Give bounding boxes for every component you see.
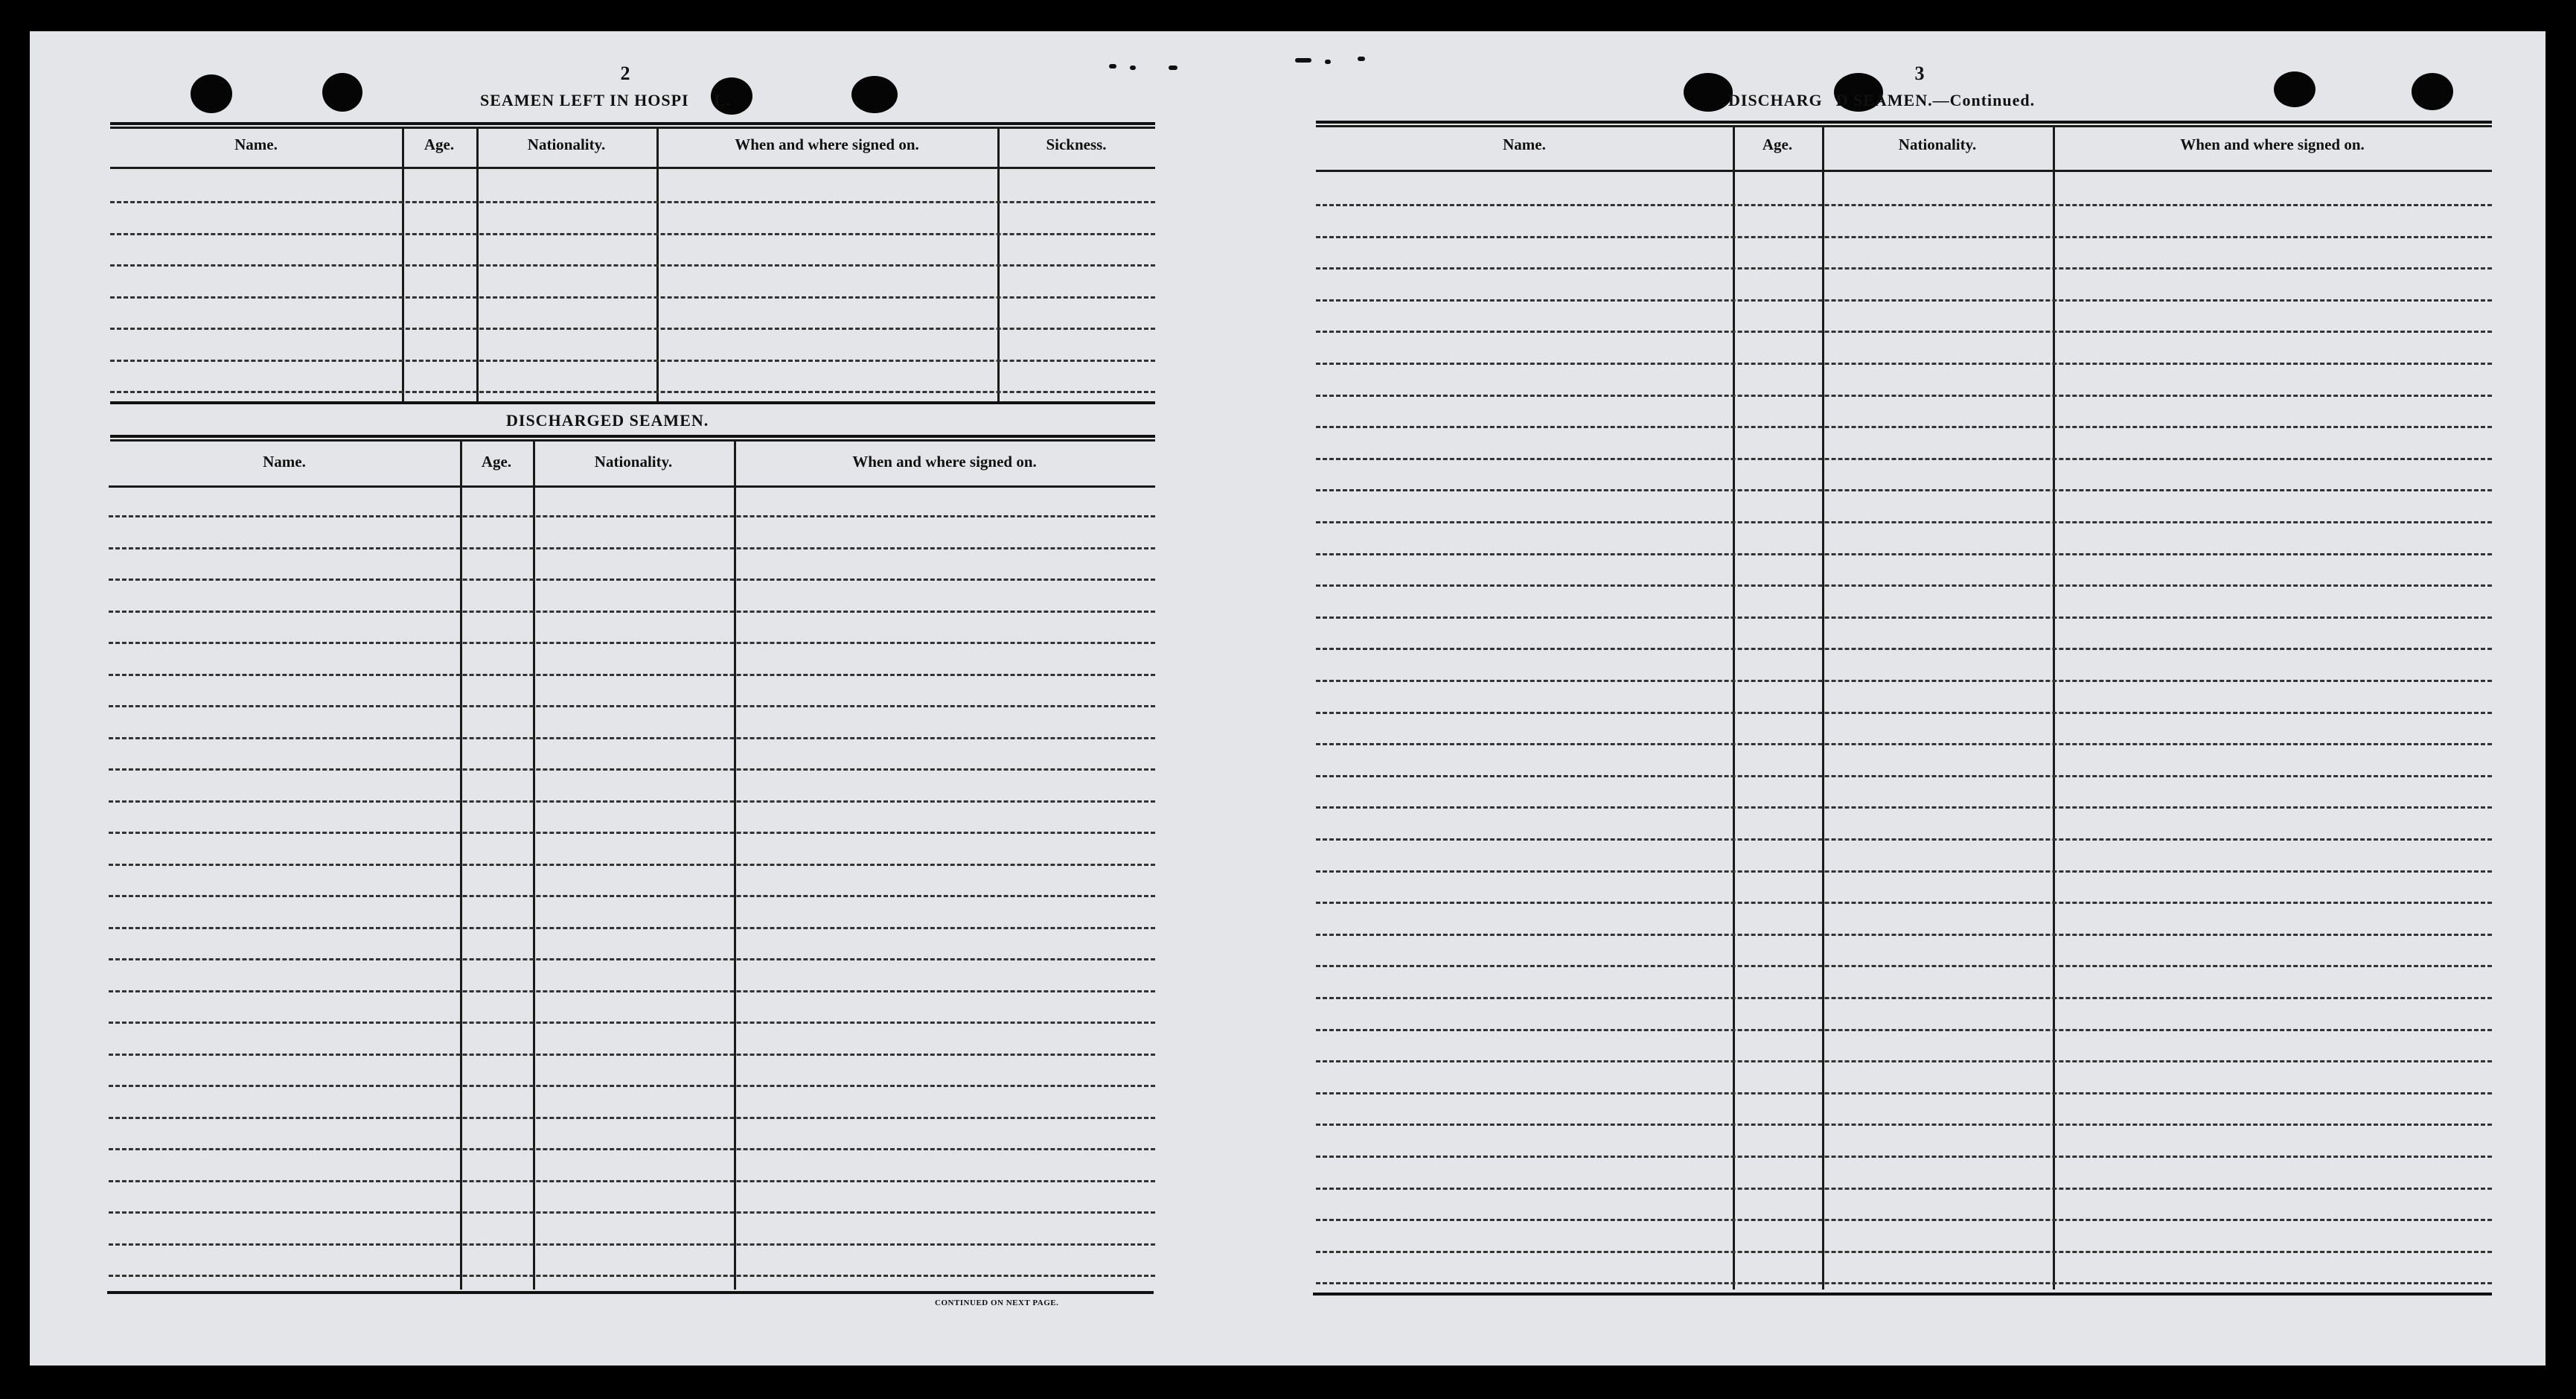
document-sheet [30, 31, 2545, 1365]
ruled-row [1316, 489, 2492, 491]
ruled-row [109, 927, 1155, 929]
title-text: SEAMEN LEFT IN HOSPI [480, 91, 689, 109]
section-title-discharged: DISCHARGED SEAMEN. [506, 411, 709, 430]
ruled-row [109, 768, 1155, 771]
punch-hole [2274, 71, 2315, 107]
column-header-name: Name. [263, 453, 306, 471]
ruled-row [109, 611, 1155, 613]
ruled-row [109, 1211, 1155, 1214]
print-mark [1109, 64, 1116, 68]
ruled-row [1316, 1029, 2492, 1031]
ruled-row [109, 579, 1155, 581]
ruled-row [109, 864, 1155, 866]
print-mark [1325, 60, 1331, 64]
ruled-row [109, 990, 1155, 992]
ruled-row [1316, 806, 2492, 809]
ruled-row [1316, 743, 2492, 745]
ruled-row [1316, 426, 2492, 428]
footer-note: CONTINUED ON NEXT PAGE. [935, 1298, 1059, 1307]
column-header-sickness: Sickness. [1046, 136, 1107, 153]
ruled-row [109, 515, 1155, 517]
header-rule [109, 485, 1155, 488]
ruled-row [110, 264, 1155, 267]
ruled-row [110, 201, 1155, 203]
ruled-row [109, 1148, 1155, 1150]
ruled-row [109, 1054, 1155, 1056]
ruled-row [1316, 712, 2492, 714]
punch-hole [1684, 73, 1733, 112]
ruled-row [110, 391, 1155, 393]
section-title-hospital [480, 91, 731, 110]
ruled-row [1316, 775, 2492, 777]
ruled-row [1316, 1251, 2492, 1253]
ruled-row [1316, 965, 2492, 967]
ruled-row [109, 1117, 1155, 1119]
table-rule [1316, 125, 2492, 127]
print-mark [1358, 57, 1365, 61]
ruled-row [1316, 584, 2492, 587]
ruled-row [1316, 204, 2492, 206]
ruled-row [109, 1180, 1155, 1182]
section-title-discharged-continued [1728, 91, 2035, 110]
ruled-row [109, 642, 1155, 644]
title-text: DISCHARG [1728, 91, 1823, 109]
ruled-row [109, 895, 1155, 897]
column-header-signed-on: When and where signed on. [2180, 136, 2365, 153]
ruled-row [1316, 997, 2492, 999]
table-rule [110, 122, 1155, 125]
table-rule [1316, 121, 2492, 124]
table-rule [110, 439, 1155, 442]
print-mark [1295, 58, 1311, 63]
punch-hole [2412, 73, 2453, 110]
ruled-row [1316, 870, 2492, 873]
column-header-nationality: Nationality. [527, 136, 606, 153]
ruled-row [109, 1275, 1155, 1277]
page-number: 2 [620, 63, 630, 84]
ruled-row [109, 800, 1155, 803]
ruled-row [1316, 363, 2492, 365]
ruled-row [110, 328, 1155, 330]
table-rule [110, 401, 1155, 404]
ruled-row [1316, 236, 2492, 238]
ruled-row [1316, 934, 2492, 936]
punch-hole [191, 74, 232, 113]
ruled-row [109, 1243, 1155, 1246]
column-header-nationality: Nationality. [1898, 136, 1977, 153]
column-header-age: Age. [481, 453, 512, 471]
ruled-row [1316, 648, 2492, 650]
ruled-row [110, 233, 1155, 235]
ruled-row [1316, 299, 2492, 302]
ruled-row [109, 737, 1155, 739]
ruled-row [109, 674, 1155, 676]
ruled-row [110, 360, 1155, 362]
column-header-age: Age. [1762, 136, 1793, 153]
column-header-signed-on: When and where signed on. [735, 136, 919, 153]
ruled-row [1316, 267, 2492, 270]
punch-hole [851, 76, 898, 113]
column-header-nationality: Nationality. [594, 453, 673, 471]
column-header-name: Name. [234, 136, 278, 153]
ruled-row [109, 958, 1155, 960]
print-mark [1169, 66, 1177, 70]
table-rule [107, 1291, 1154, 1294]
ruled-row [1316, 902, 2492, 904]
column-header-age: Age. [424, 136, 455, 153]
ruled-row [109, 547, 1155, 549]
ruled-row [1316, 1092, 2492, 1094]
table-rule [1313, 1293, 2492, 1296]
ruled-row [1316, 1219, 2492, 1221]
ruled-row [1316, 1156, 2492, 1158]
ruled-row [1316, 1282, 2492, 1284]
page-number: 3 [1914, 63, 1925, 84]
ruled-row [1316, 331, 2492, 333]
ruled-row [1316, 521, 2492, 523]
title-text-end: D SEAMEN.—Continued. [1835, 91, 2036, 109]
ruled-row [1316, 553, 2492, 555]
header-rule [1316, 170, 2492, 172]
title-text-tail: L. [714, 91, 731, 109]
ruled-row [109, 832, 1155, 834]
ruled-row [1316, 1188, 2492, 1190]
ruled-row [109, 1022, 1155, 1024]
column-header-signed-on: When and where signed on. [852, 453, 1037, 471]
ruled-row [110, 296, 1155, 299]
ruled-row [1316, 395, 2492, 397]
print-mark [1130, 66, 1136, 70]
column-header-name: Name. [1503, 136, 1546, 153]
ruled-row [1316, 458, 2492, 460]
ruled-row [109, 1085, 1155, 1087]
ruled-row [109, 705, 1155, 707]
table-rule [110, 435, 1155, 438]
ruled-row [1316, 1060, 2492, 1062]
punch-hole [322, 73, 362, 112]
ruled-row [1316, 1124, 2492, 1126]
ruled-row [1316, 680, 2492, 682]
ruled-row [1316, 616, 2492, 619]
ruled-row [1316, 838, 2492, 841]
